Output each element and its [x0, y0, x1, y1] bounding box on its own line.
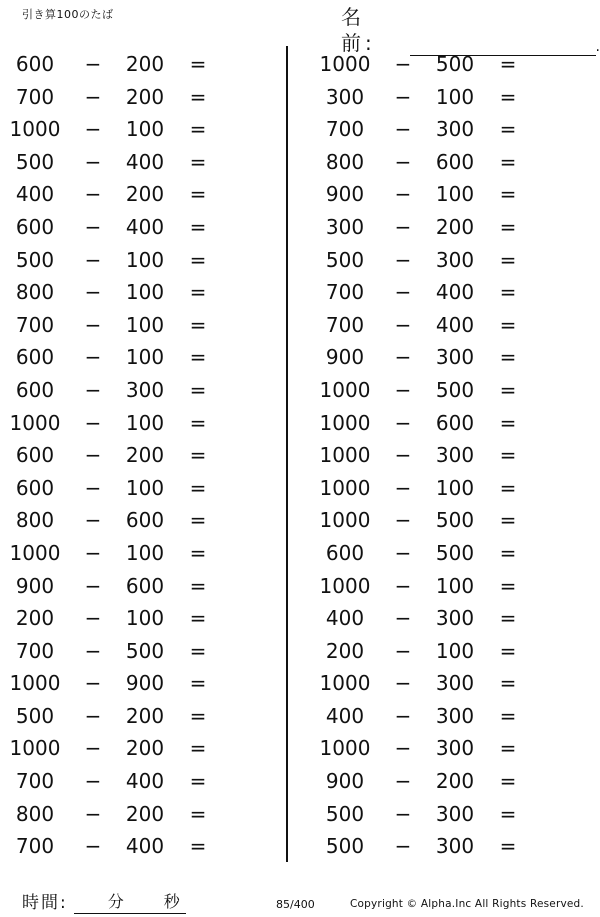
subtrahend: 100: [125, 247, 165, 272]
equals-sign: =: [499, 573, 517, 598]
minus-sign: −: [394, 410, 412, 435]
minuend: 1000: [319, 573, 371, 598]
equals-sign: =: [189, 280, 207, 305]
problem-row: [310, 113, 600, 146]
subtrahend: 200: [125, 703, 165, 728]
minus-sign: −: [84, 671, 102, 696]
minus-sign: −: [394, 182, 412, 207]
subtrahend: 100: [125, 540, 165, 565]
time-label: 時間:: [22, 893, 68, 913]
minuend: 1000: [319, 52, 371, 76]
equals-sign: =: [499, 247, 517, 272]
equals-sign: =: [189, 638, 207, 663]
minus-sign: −: [394, 703, 412, 728]
minuend: 500: [325, 801, 365, 826]
equals-sign: =: [189, 117, 207, 142]
subtrahend: 400: [435, 280, 475, 305]
problem-row: [310, 635, 600, 668]
minus-sign: −: [84, 703, 102, 728]
subtrahend: 500: [435, 540, 475, 565]
minuend: 1000: [319, 475, 371, 500]
equals-sign: =: [189, 84, 207, 109]
minuend: 700: [15, 312, 55, 337]
minus-sign: −: [394, 312, 412, 337]
minuend: 700: [15, 769, 55, 794]
minuend: 1000: [319, 410, 371, 435]
equals-sign: =: [189, 769, 207, 794]
subtrahend: 400: [125, 214, 165, 239]
minus-sign: −: [84, 280, 102, 305]
seconds-label: 秒: [163, 892, 180, 911]
problem-row: [0, 830, 290, 863]
minuend: 1000: [9, 410, 61, 435]
minus-sign: −: [84, 475, 102, 500]
minuend: 700: [15, 84, 55, 109]
minuend: 500: [325, 834, 365, 859]
subtrahend: 200: [435, 214, 475, 239]
subtrahend: 400: [125, 769, 165, 794]
equals-sign: =: [189, 703, 207, 728]
minus-sign: −: [84, 52, 102, 76]
subtrahend: 300: [435, 703, 475, 728]
subtrahend: 200: [125, 443, 165, 468]
problem-row: [310, 407, 600, 440]
problem-row: [310, 537, 600, 570]
minus-sign: −: [394, 117, 412, 142]
minuend: 1000: [9, 671, 61, 696]
minuend: 1000: [9, 117, 61, 142]
minus-sign: −: [394, 573, 412, 598]
subtrahend: 300: [435, 606, 475, 631]
minus-sign: −: [84, 801, 102, 826]
time-blank-line[interactable]: [74, 891, 186, 914]
name-label: 名 前:: [341, 5, 376, 55]
minuend: 700: [325, 280, 365, 305]
minuend: 700: [15, 638, 55, 663]
subtrahend: 300: [435, 443, 475, 468]
minus-sign: −: [394, 214, 412, 239]
subtrahend: 600: [125, 573, 165, 598]
worksheet-title: 引き算100のたば: [22, 8, 114, 21]
subtrahend: 500: [125, 638, 165, 663]
minuend: 800: [15, 508, 55, 533]
minus-sign: −: [84, 117, 102, 142]
subtrahend: 500: [435, 377, 475, 402]
minus-sign: −: [84, 736, 102, 761]
problem-row: [310, 570, 600, 603]
minus-sign: −: [394, 475, 412, 500]
copyright-notice: Copyright © Alpha.Inc All Rights Reserved.: [350, 898, 584, 910]
subtrahend: 500: [435, 508, 475, 533]
equals-sign: =: [499, 638, 517, 663]
column-divider: [286, 46, 288, 862]
equals-sign: =: [189, 377, 207, 402]
equals-sign: =: [499, 508, 517, 533]
problem-row: [0, 276, 290, 309]
subtrahend: 400: [435, 312, 475, 337]
equals-sign: =: [499, 703, 517, 728]
subtrahend: 100: [125, 117, 165, 142]
equals-sign: =: [189, 247, 207, 272]
minuend: 800: [15, 801, 55, 826]
equals-sign: =: [499, 769, 517, 794]
equals-sign: =: [189, 52, 207, 76]
problem-row: [0, 602, 290, 635]
problem-row: [310, 178, 600, 211]
problem-row: [310, 48, 600, 81]
minuend: 600: [15, 52, 55, 76]
problem-row: [310, 309, 600, 342]
equals-sign: =: [499, 671, 517, 696]
subtrahend: 100: [125, 410, 165, 435]
equals-sign: =: [499, 280, 517, 305]
subtrahend: 300: [435, 345, 475, 370]
subtrahend: 600: [435, 410, 475, 435]
minus-sign: −: [394, 508, 412, 533]
subtrahend: 200: [125, 801, 165, 826]
problem-row: [0, 309, 290, 342]
problem-row: [0, 798, 290, 831]
subtrahend: 100: [435, 475, 475, 500]
subtrahend: 300: [435, 247, 475, 272]
problem-row: [0, 341, 290, 374]
problem-row: [0, 700, 290, 733]
minus-sign: −: [394, 84, 412, 109]
page-number: 85/400: [276, 898, 315, 911]
equals-sign: =: [189, 671, 207, 696]
subtrahend: 100: [435, 182, 475, 207]
equals-sign: =: [499, 149, 517, 174]
subtrahend: 100: [125, 312, 165, 337]
minuend: 600: [325, 540, 365, 565]
problem-row: [310, 504, 600, 537]
equals-sign: =: [499, 312, 517, 337]
left-problem-column: [0, 48, 290, 863]
minus-sign: −: [394, 801, 412, 826]
minuend: 600: [15, 214, 55, 239]
equals-sign: =: [189, 182, 207, 207]
equals-sign: =: [189, 736, 207, 761]
equals-sign: =: [189, 345, 207, 370]
minus-sign: −: [394, 280, 412, 305]
minus-sign: −: [84, 573, 102, 598]
time-field: [22, 891, 186, 914]
minuend: 600: [15, 443, 55, 468]
problem-row: [0, 178, 290, 211]
minutes-label: 分: [107, 892, 124, 911]
equals-sign: =: [499, 736, 517, 761]
minuend: 600: [15, 377, 55, 402]
minuend: 1000: [319, 671, 371, 696]
minuend: 300: [325, 214, 365, 239]
problem-row: [310, 341, 600, 374]
problem-row: [310, 439, 600, 472]
minuend: 1000: [9, 540, 61, 565]
minus-sign: −: [84, 377, 102, 402]
minus-sign: −: [394, 638, 412, 663]
minus-sign: −: [394, 736, 412, 761]
equals-sign: =: [499, 182, 517, 207]
problem-row: [0, 472, 290, 505]
problem-row: [0, 439, 290, 472]
equals-sign: =: [499, 214, 517, 239]
problem-row: [0, 765, 290, 798]
subtrahend: 100: [125, 345, 165, 370]
problem-row: [0, 113, 290, 146]
problem-row: [0, 407, 290, 440]
minus-sign: −: [394, 671, 412, 696]
minuend: 200: [325, 638, 365, 663]
problem-row: [0, 537, 290, 570]
problem-row: [310, 798, 600, 831]
subtrahend: 900: [125, 671, 165, 696]
subtrahend: 300: [435, 801, 475, 826]
minuend: 500: [15, 149, 55, 174]
problem-row: [0, 635, 290, 668]
minus-sign: −: [84, 247, 102, 272]
subtrahend: 100: [125, 606, 165, 631]
problem-row: [0, 244, 290, 277]
minuend: 1000: [319, 508, 371, 533]
equals-sign: =: [499, 540, 517, 565]
minuend: 900: [325, 182, 365, 207]
problem-row: [310, 700, 600, 733]
minus-sign: −: [84, 410, 102, 435]
problem-row: [310, 146, 600, 179]
subtrahend: 300: [435, 736, 475, 761]
equals-sign: =: [189, 573, 207, 598]
equals-sign: =: [499, 475, 517, 500]
problem-row: [310, 602, 600, 635]
name-end-dot: .: [595, 39, 600, 55]
minuend: 600: [15, 475, 55, 500]
minus-sign: −: [394, 443, 412, 468]
minus-sign: −: [84, 345, 102, 370]
minus-sign: −: [84, 834, 102, 859]
equals-sign: =: [189, 606, 207, 631]
problem-row: [0, 374, 290, 407]
subtrahend: 300: [435, 671, 475, 696]
equals-sign: =: [189, 540, 207, 565]
equals-sign: =: [189, 508, 207, 533]
equals-sign: =: [189, 443, 207, 468]
minuend: 400: [325, 606, 365, 631]
minuend: 500: [325, 247, 365, 272]
equals-sign: =: [499, 410, 517, 435]
minuend: 500: [15, 247, 55, 272]
equals-sign: =: [499, 834, 517, 859]
minus-sign: −: [84, 540, 102, 565]
equals-sign: =: [499, 117, 517, 142]
problem-row: [310, 830, 600, 863]
equals-sign: =: [189, 475, 207, 500]
minus-sign: −: [84, 769, 102, 794]
subtrahend: 200: [125, 52, 165, 76]
problem-row: [0, 211, 290, 244]
subtrahend: 500: [435, 52, 475, 76]
subtrahend: 300: [125, 377, 165, 402]
problem-row: [0, 146, 290, 179]
minuend: 400: [15, 182, 55, 207]
problem-row: [310, 667, 600, 700]
problem-row: [310, 472, 600, 505]
minus-sign: −: [394, 540, 412, 565]
subtrahend: 100: [125, 280, 165, 305]
minus-sign: −: [394, 149, 412, 174]
problem-row: [0, 570, 290, 603]
problem-row: [0, 667, 290, 700]
equals-sign: =: [499, 84, 517, 109]
minuend: 700: [325, 312, 365, 337]
right-problem-column: [310, 48, 600, 863]
subtrahend: 400: [125, 834, 165, 859]
subtrahend: 200: [125, 736, 165, 761]
subtrahend: 200: [125, 182, 165, 207]
equals-sign: =: [499, 377, 517, 402]
equals-sign: =: [189, 834, 207, 859]
minus-sign: −: [394, 834, 412, 859]
equals-sign: =: [499, 52, 517, 76]
minus-sign: −: [84, 84, 102, 109]
minus-sign: −: [84, 443, 102, 468]
equals-sign: =: [499, 606, 517, 631]
equals-sign: =: [189, 312, 207, 337]
problem-row: [0, 48, 290, 81]
subtrahend: 300: [435, 117, 475, 142]
problem-row: [310, 374, 600, 407]
minus-sign: −: [84, 638, 102, 663]
minuend: 900: [15, 573, 55, 598]
minuend: 1000: [319, 377, 371, 402]
minuend: 1000: [319, 443, 371, 468]
equals-sign: =: [499, 801, 517, 826]
problem-row: [310, 276, 600, 309]
minuend: 1000: [9, 736, 61, 761]
minus-sign: −: [84, 606, 102, 631]
problem-row: [0, 732, 290, 765]
minus-sign: −: [84, 214, 102, 239]
subtrahend: 400: [125, 149, 165, 174]
equals-sign: =: [189, 410, 207, 435]
minus-sign: −: [84, 149, 102, 174]
problem-row: [0, 81, 290, 114]
minuend: 1000: [319, 736, 371, 761]
equals-sign: =: [499, 443, 517, 468]
equals-sign: =: [189, 149, 207, 174]
problem-row: [0, 504, 290, 537]
minus-sign: −: [394, 377, 412, 402]
minuend: 700: [325, 117, 365, 142]
minuend: 400: [325, 703, 365, 728]
minuend: 700: [15, 834, 55, 859]
minus-sign: −: [394, 769, 412, 794]
subtrahend: 300: [435, 834, 475, 859]
problem-row: [310, 732, 600, 765]
equals-sign: =: [189, 214, 207, 239]
problem-row: [310, 765, 600, 798]
subtrahend: 200: [125, 84, 165, 109]
minuend: 600: [15, 345, 55, 370]
subtrahend: 600: [435, 149, 475, 174]
minuend: 900: [325, 345, 365, 370]
problem-row: [310, 81, 600, 114]
minuend: 500: [15, 703, 55, 728]
minus-sign: −: [394, 52, 412, 76]
minus-sign: −: [84, 182, 102, 207]
problem-row: [310, 244, 600, 277]
subtrahend: 100: [435, 573, 475, 598]
minuend: 800: [15, 280, 55, 305]
minuend: 900: [325, 769, 365, 794]
minus-sign: −: [84, 508, 102, 533]
minus-sign: −: [394, 345, 412, 370]
minus-sign: −: [394, 247, 412, 272]
problem-row: [310, 211, 600, 244]
subtrahend: 100: [435, 638, 475, 663]
minuend: 800: [325, 149, 365, 174]
minus-sign: −: [84, 312, 102, 337]
subtrahend: 100: [435, 84, 475, 109]
subtrahend: 200: [435, 769, 475, 794]
subtrahend: 600: [125, 508, 165, 533]
minus-sign: −: [394, 606, 412, 631]
minuend: 300: [325, 84, 365, 109]
equals-sign: =: [189, 801, 207, 826]
subtrahend: 100: [125, 475, 165, 500]
equals-sign: =: [499, 345, 517, 370]
minuend: 200: [15, 606, 55, 631]
